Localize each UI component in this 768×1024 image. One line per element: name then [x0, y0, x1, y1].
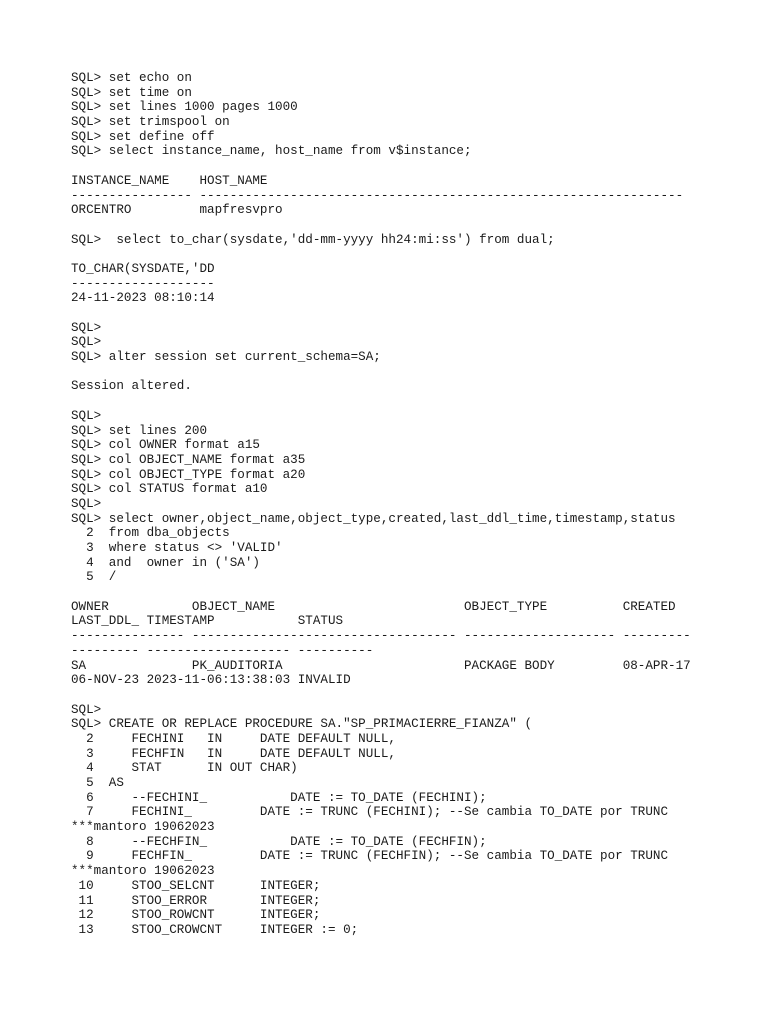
console-line: 5 / [71, 570, 117, 585]
console-line: --------- ------------------- ---------- [71, 643, 374, 658]
console-line: ORCENTRO mapfresvpro [71, 203, 283, 218]
console-line [71, 306, 761, 321]
console-line: 12 STOO_ROWCNT INTEGER; [71, 908, 321, 923]
console-line: 10 STOO_SELCNT INTEGER; [71, 878, 321, 893]
console-line: SQL> set lines 1000 pages 1000 [71, 100, 298, 115]
console-line: ---------------- ---------------------------------------------------------------- [71, 188, 684, 203]
sqlplus-output [71, 71, 761, 938]
console-line: 3 where status <> 'VALID' [71, 541, 283, 555]
console-line [71, 688, 761, 703]
console-line: SQL> col OWNER format a15 [71, 438, 260, 453]
console-line: 9 FECHFIN_ DATE := TRUNC (FECHFIN); --Se cambia TO_DATE por TRUNC [71, 849, 669, 864]
console-line: SQL> [71, 702, 102, 717]
console-line: SQL> select instance_name, host_name from v$instance; [71, 144, 472, 159]
console-line: SQL> col OBJECT_TYPE format a20 [71, 467, 306, 482]
console-line: LAST_DDL_ TIMESTAMP STATUS [71, 614, 344, 629]
console-line: SQL> [71, 408, 102, 423]
console-line: SQL> [71, 496, 102, 511]
console-line: SQL> select owner,object_name,object_type,created,last_ddl_time,timestamp,status [71, 511, 676, 526]
console-line: 5 AS [71, 776, 124, 790]
console-line: SQL> alter session set current_schema=SA; [71, 350, 381, 365]
console-line [71, 365, 761, 380]
console-line: 24-11-2023 08:10:14 [71, 291, 215, 306]
console-line: SQL> CREATE OR REPLACE PROCEDURE SA."SP_PRIMACIERRE_FIANZA" ( [71, 717, 533, 732]
console-line [71, 247, 761, 262]
console-line: 11 STOO_ERROR INTEGER; [71, 893, 321, 908]
console-line: SQL> [71, 320, 102, 335]
console-line: 4 and owner in ('SA') [71, 555, 260, 570]
console-line: SQL> select to_char(sysdate,'dd-mm-yyyy hh24:mi:ss') from dual; [71, 232, 555, 247]
console-line: OWNER OBJECT_NAME OBJECT_TYPE CREATED [71, 599, 676, 614]
console-line: 4 STAT IN OUT CHAR) [71, 761, 298, 776]
console-line: 2 FECHINI IN DATE DEFAULT NULL, [71, 731, 396, 746]
console-line: SQL> set lines 200 [71, 423, 208, 438]
console-line: 6 --FECHINI_ DATE := TO_DATE (FECHINI); [71, 790, 487, 805]
console-line: 13 STOO_CROWCNT INTEGER := 0; [71, 922, 359, 937]
console-line: 06-NOV-23 2023-11-06:13:38:03 INVALID [71, 673, 351, 688]
console-line: ------------------- [71, 276, 215, 291]
console-line: 3 FECHFIN IN DATE DEFAULT NULL, [71, 746, 396, 761]
console-line: SQL> col OBJECT_NAME format a35 [71, 452, 306, 467]
console-line [71, 218, 761, 233]
console-line: 7 FECHINI_ DATE := TRUNC (FECHINI); --Se cambia TO_DATE por TRUNC [71, 805, 669, 820]
console-line: SQL> set time on [71, 85, 192, 100]
console-line: SQL> set trimspool on [71, 115, 230, 130]
console-line: INSTANCE_NAME HOST_NAME [71, 173, 268, 188]
console-line [71, 394, 761, 409]
console-line: ***mantoro 19062023 [71, 864, 215, 879]
console-line: ***mantoro 19062023 [71, 820, 215, 835]
console-line [71, 585, 761, 600]
console-line: SQL> col STATUS format a10 [71, 482, 268, 497]
console-line: TO_CHAR(SYSDATE,'DD [71, 261, 215, 276]
console-line: --------------- ----------------------------------- -------------------- --------- [71, 629, 691, 644]
console-line: SQL> set define off [71, 129, 215, 144]
console-line [71, 159, 761, 174]
console-line: Session altered. [71, 379, 192, 394]
console-line: 2 from dba_objects [71, 526, 230, 541]
console-line: SQL> [71, 335, 102, 350]
console-line: SQL> set echo on [71, 71, 192, 85]
console-line: SA PK_AUDITORIA PACKAGE BODY 08-APR-17 [71, 658, 691, 673]
console-line: 8 --FECHFIN_ DATE := TO_DATE (FECHFIN); [71, 834, 487, 849]
